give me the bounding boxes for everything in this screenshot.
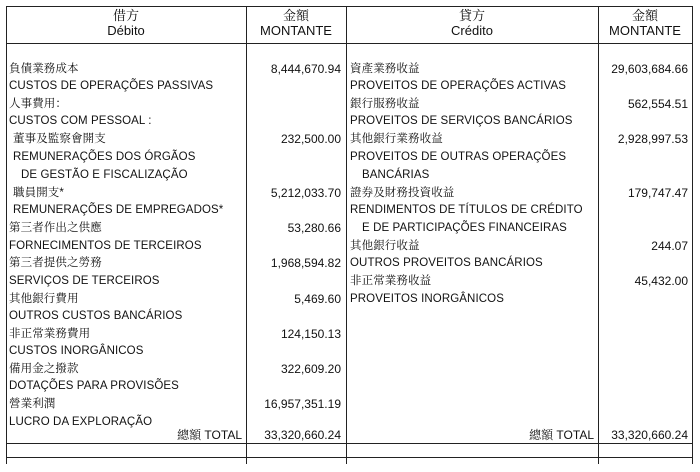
debit-item-pt: CUSTOS INORGÂNICOS (9, 345, 144, 357)
credit-item-amount: 244.07 (651, 239, 688, 253)
debit-item-pt: LUCRO DA EXPLORAÇÃO (9, 416, 153, 428)
debit-item-pt-cont: DE GESTÃO E FISCALIZAÇÃO (21, 169, 188, 181)
debit-item-pt: SERVIÇOS DE TERCEIROS (9, 275, 160, 287)
debit-item-cn: 負債業務成本 (9, 63, 79, 75)
debit-item-cn: 營業利潤 (9, 398, 56, 410)
credit-item-amount: 562,554.51 (627, 97, 688, 111)
total-divider-top (6, 443, 693, 444)
right-border (692, 6, 693, 464)
debit-header-cn: 借方 (112, 8, 139, 23)
debit-item-amount: 322,609.20 (280, 362, 341, 376)
credit-header (346, 8, 598, 38)
credit-header-cn: 貸方 (458, 8, 485, 23)
debit-item-pt: CUSTOS COM PESSOAL : (9, 115, 152, 127)
debit-item-cn: 其他銀行費用 (9, 293, 79, 305)
credit-amount-header (598, 8, 692, 38)
credit-item-pt: PROVEITOS INORGÂNICOS (350, 293, 504, 305)
credit-total-amount: 33,320,660.24 (611, 428, 688, 442)
debit-amount-header-pt: MONTANTE (260, 23, 332, 38)
credit-item-pt: PROVEITOS DE OPERAÇÕES ACTIVAS (350, 80, 567, 92)
debit-item-cn: 第三者作出之供應 (9, 222, 102, 234)
credit-item-cn: 非正常業務收益 (350, 275, 432, 287)
center-divider (346, 6, 347, 464)
credit-item-amount: 29,603,684.66 (611, 62, 688, 76)
total-divider-bottom (6, 457, 693, 458)
debit-item-cn: 職員開支* (13, 187, 64, 199)
credit-header-pt: Crédito (451, 23, 493, 38)
credit-item-pt: RENDIMENTOS DE TÍTULOS DE CRÉDITO (350, 204, 583, 216)
credit-item-amount: 179,747.47 (627, 186, 688, 200)
debit-total-amount: 33,320,660.24 (264, 428, 341, 442)
credit-item-cn: 證券及財務投資收益 (350, 187, 455, 199)
credit-item-pt: PROVEITOS DE OUTRAS OPERAÇÕES (350, 151, 567, 163)
debit-item-pt: REMUNERAÇÕES DOS ÓRGÃOS (13, 151, 196, 163)
credit-item-cn: 其他銀行業務收益 (350, 133, 443, 145)
table-top-border (6, 6, 693, 7)
credit-amount-header-pt: MONTANTE (609, 23, 681, 38)
header-divider (6, 43, 693, 44)
debit-item-cn: 人事費用： (9, 98, 67, 110)
debit-item-cn: 第三者提供之勞務 (9, 257, 102, 269)
debit-item-amount: 53,280.66 (287, 221, 341, 235)
debit-item-amount: 16,957,351.19 (264, 397, 341, 411)
debit-item-amount: 232,500.00 (280, 132, 341, 146)
debit-total-label: 總額 TOTAL (177, 428, 242, 442)
debit-item-amount: 5,469.60 (294, 292, 341, 306)
debit-item-pt: CUSTOS DE OPERAÇÕES PASSIVAS (9, 80, 214, 92)
debit-item-amount: 1,968,594.82 (270, 256, 341, 270)
profit-loss-table (6, 6, 693, 464)
debit-item-pt: DOTAÇÕES PARA PROVISÕES (9, 380, 179, 392)
debit-item-cn: 備用金之撥款 (9, 363, 79, 375)
credit-item-amount: 2,928,997.53 (617, 132, 688, 146)
debit-item-cn: 董事及監察會開支 (13, 133, 106, 145)
credit-total-label: 總額 TOTAL (529, 428, 594, 442)
credit-item-pt-cont: E DE PARTICIPAÇÕES FINANCEIRAS (362, 222, 567, 234)
left-border (6, 6, 7, 464)
credit-item-pt: PROVEITOS DE SERVIÇOS BANCÁRIOS (350, 115, 573, 127)
credit-item-cn: 資產業務收益 (350, 63, 420, 75)
credit-item-cn: 銀行服務收益 (350, 98, 420, 110)
debit-item-amount: 5,212,033.70 (270, 186, 341, 200)
debit-header (6, 8, 246, 38)
debit-item-pt: REMUNERAÇÕES DE EMPREGADOS* (13, 204, 224, 216)
credit-item-amount: 45,432.00 (634, 274, 688, 288)
credit-item-cn: 其他銀行收益 (350, 240, 420, 252)
debit-amount-header (246, 8, 346, 38)
credit-item-pt-cont: BANCÁRIAS (362, 169, 430, 181)
debit-item-amount: 8,444,670.94 (270, 62, 341, 76)
credit-amount-header-cn: 金額 (631, 8, 658, 23)
debit-item-pt: FORNECIMENTOS DE TERCEIROS (9, 240, 202, 252)
debit-item-pt: OUTROS CUSTOS BANCÁRIOS (9, 310, 183, 322)
debit-item-amount: 124,150.13 (280, 327, 341, 341)
debit-amount-header-cn: 金額 (282, 8, 309, 23)
debit-item-cn: 非正常業務費用 (9, 328, 91, 340)
credit-item-pt: OUTROS PROVEITOS BANCÁRIOS (350, 257, 543, 269)
debit-header-pt: Débito (107, 23, 145, 38)
